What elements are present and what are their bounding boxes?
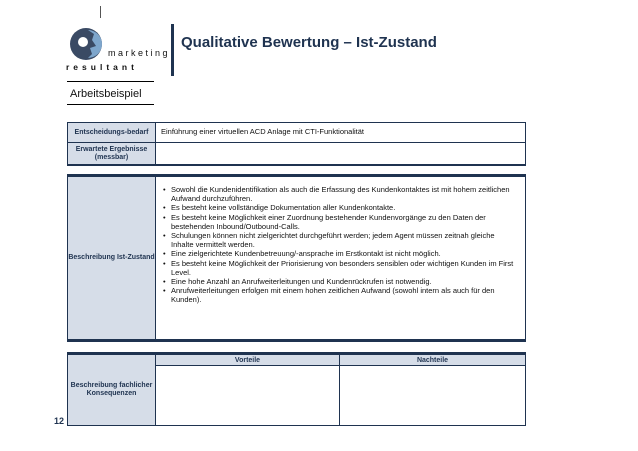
title-divider xyxy=(171,24,174,76)
list-item: • Eine hohe Anzahl an Anrufweiterleitungen und Kundenrückrufen ist notwendig. xyxy=(163,277,519,286)
page-title: Qualitative Bewertung – Ist-Zustand xyxy=(181,34,437,51)
list-item: • Schulungen können nicht zielgerichtet durchgeführt werden; jedem Agent müssen zeitnah gleiche Inhalte vermittelt werden. xyxy=(163,231,519,249)
list-item: • Es besteht keine Möglichkeit der Priorisierung von besonders sensiblen oder wichtigen Kunden im First Level. xyxy=(163,259,519,277)
logo-word-resultant: resultant xyxy=(66,62,138,72)
list-item: • Anrufweiterleitungen erfolgen mit einem hohen zeitlichen Aufwand (sowohl intern als auch für den Kunden). xyxy=(163,286,519,304)
list-item: • Es besteht keine Möglichkeit einer Zuordnung bestehender Kundenvorgänge zu den Daten der bestehenden Inbound/Outbound-Calls. xyxy=(163,213,519,231)
decision-table xyxy=(67,122,526,166)
logo-head-icon xyxy=(66,24,106,64)
section-rule-bottom xyxy=(67,104,154,105)
current-state-list xyxy=(163,185,519,305)
consequences-table xyxy=(67,352,526,426)
list-item: • Sowohl die Kundenidentifikation als auch die Erfassung des Kundenkontaktes ist mit hohem zeitlichen Aufwand durchzuführen. xyxy=(163,185,519,203)
column-header-vorteile: Vorteile xyxy=(155,355,339,366)
logo-word-marketing: marketing xyxy=(108,48,171,58)
list-item: • Es besteht keine vollständige Dokumentation aller Kundenkontakte. xyxy=(163,203,519,212)
consequences-label: Beschreibung fachlicher Konsequenzen xyxy=(68,355,155,425)
expected-results-label: Erwartete Ergebnisse (messbar) xyxy=(68,143,155,164)
current-state-label: Beschreibung Ist-Zustand xyxy=(68,177,155,339)
section-rule-top xyxy=(67,81,154,82)
decision-value: Einführung einer virtuellen ACD Anlage mit CTI-Funktionalität xyxy=(155,123,525,143)
decision-label: Entscheidungs-bedarf xyxy=(68,123,155,143)
nachteile-cell xyxy=(339,366,525,425)
company-logo xyxy=(60,6,170,76)
vorteile-cell xyxy=(155,366,339,425)
list-item: • Eine zielgerichtete Kundenbetreuung/-ansprache im Erstkontakt ist nicht möglich. xyxy=(163,249,519,258)
column-header-nachteile: Nachteile xyxy=(339,355,525,366)
current-state-body xyxy=(155,177,525,339)
expected-results-value xyxy=(155,143,525,164)
section-label: Arbeitsbeispiel xyxy=(70,88,142,100)
page-number: 12 xyxy=(54,416,65,426)
current-state-table xyxy=(67,174,526,342)
logo-tick-mark xyxy=(100,6,101,18)
